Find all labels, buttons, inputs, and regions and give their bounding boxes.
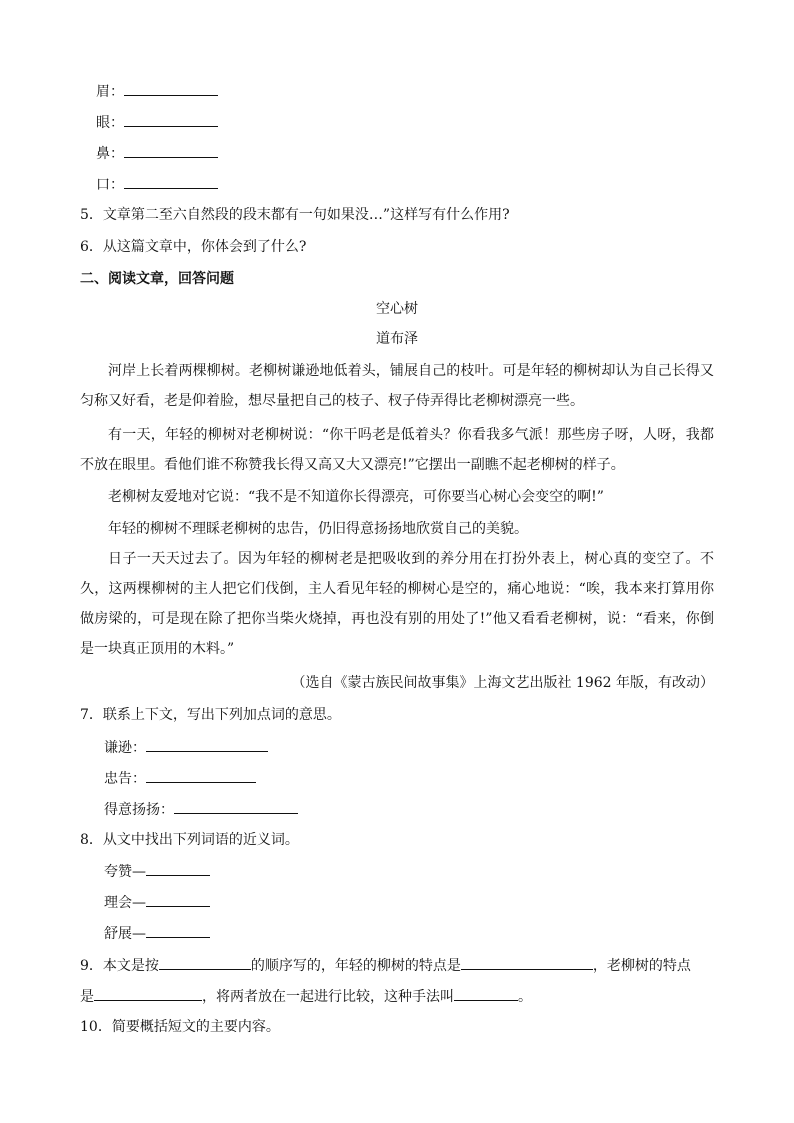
answer-blank[interactable] (124, 142, 218, 158)
feature-label: 鼻： (96, 146, 124, 162)
answer-blank[interactable] (94, 985, 202, 1001)
feature-label: 眼： (96, 115, 124, 131)
question-10: 10．简要概括短文的主要内容。 (80, 1019, 280, 1035)
question-8: 8．从文中找出下列词语的近义词。 (80, 832, 299, 848)
story-source: （选自《蒙古族民间故事集》上海文艺出版社 1962 年版，有改动） (291, 675, 714, 691)
q9-text: 是 (80, 989, 94, 1005)
q7-item-modest (104, 736, 268, 758)
answer-blank[interactable] (124, 111, 218, 127)
term-label: 忠告： (104, 771, 146, 787)
word-label: 夸赞— (104, 864, 146, 880)
story-author: 道布泽 (376, 331, 418, 347)
answer-blank[interactable] (461, 954, 593, 970)
term-label: 得意扬扬： (104, 802, 174, 818)
question-9-line-2 (80, 985, 532, 1007)
q9-text: 。 (518, 989, 532, 1005)
q9-text: 的顺序写的，年轻的柳树的特点是 (250, 958, 461, 974)
question-9-line-1 (80, 954, 691, 976)
feature-label: 口： (96, 177, 124, 193)
question-7: 7．联系上下文，写出下列加点词的意思。 (80, 707, 341, 723)
answer-blank[interactable] (146, 891, 210, 907)
q8-item-praise (104, 860, 210, 882)
feature-row-mouth (96, 173, 218, 195)
q9-text: 9．本文是按 (80, 958, 159, 974)
answer-blank[interactable] (454, 985, 518, 1001)
answer-blank[interactable] (174, 798, 298, 814)
answer-blank[interactable] (146, 767, 256, 783)
story-title: 空心树 (376, 301, 418, 317)
story-paragraph-5: 日子一天天过去了。因为年轻的柳树老是把吸收到的养分用在打扮外表上，树心真的变空了。不久，这两棵柳树的主人把它们伐倒，主人看见年轻的柳树心是空的，痛心地说：“唉，我本来打算用你做房梁的，可是现在除了把你当柴火烧掉，再也没有别的用处了!”他又看看老柳树，说：“看来，你倒是一块真正顶用的木料。” (80, 551, 714, 657)
answer-blank[interactable] (159, 954, 251, 970)
feature-row-nose (96, 142, 218, 164)
answer-blank[interactable] (146, 736, 268, 752)
section-heading: 二、阅读文章，回答问题 (80, 271, 234, 287)
word-label: 舒展— (104, 926, 146, 942)
q7-item-advice (104, 767, 256, 789)
question-6: 6．从这篇文章中，你体会到了什么? (80, 239, 307, 255)
answer-blank[interactable] (124, 173, 218, 189)
story-paragraph-2: 有一天，年轻的柳树对老柳树说：“你干吗老是低着头？你看我多气派！那些房子呀，人呀，我都不放在眼里。看他们谁不称赞我长得又高又大又漂亮!”它摆出一副瞧不起老柳树的样子。 (80, 427, 714, 473)
feature-row-brow (96, 80, 218, 102)
q8-item-heed (104, 891, 210, 913)
story-paragraph-4: 年轻的柳树不理睬老柳树的忠告，仍旧得意扬扬地欣赏自己的美貌。 (108, 521, 528, 537)
answer-blank[interactable] (146, 922, 210, 938)
term-label: 谦逊： (104, 740, 146, 756)
answer-blank[interactable] (124, 80, 218, 96)
q8-item-spread (104, 922, 210, 944)
feature-row-eye (96, 111, 218, 133)
q9-text: ，老柳树的特点 (592, 958, 691, 974)
feature-label: 眉： (96, 84, 124, 100)
q7-item-smug (104, 798, 298, 820)
story-paragraph-3: 老柳树友爱地对它说：“我不是不知道你长得漂亮，可你要当心树心会变空的啊!” (108, 489, 604, 505)
q9-text: ，将两者放在一起进行比较，这种手法叫 (202, 989, 454, 1005)
word-label: 理会— (104, 895, 146, 911)
answer-blank[interactable] (146, 860, 210, 876)
story-paragraph-1: 河岸上长着两棵柳树。老柳树谦逊地低着头，铺展自己的枝叶。可是年轻的柳树却认为自己长得又匀称又好看，老是仰着脸，想尽量把自己的枝子、杈子侍弄得比老柳树漂亮一些。 (80, 363, 714, 409)
question-5: 5．文章第二至六自然段的段末都有一句如果没…”这样写有什么作用? (80, 207, 510, 223)
